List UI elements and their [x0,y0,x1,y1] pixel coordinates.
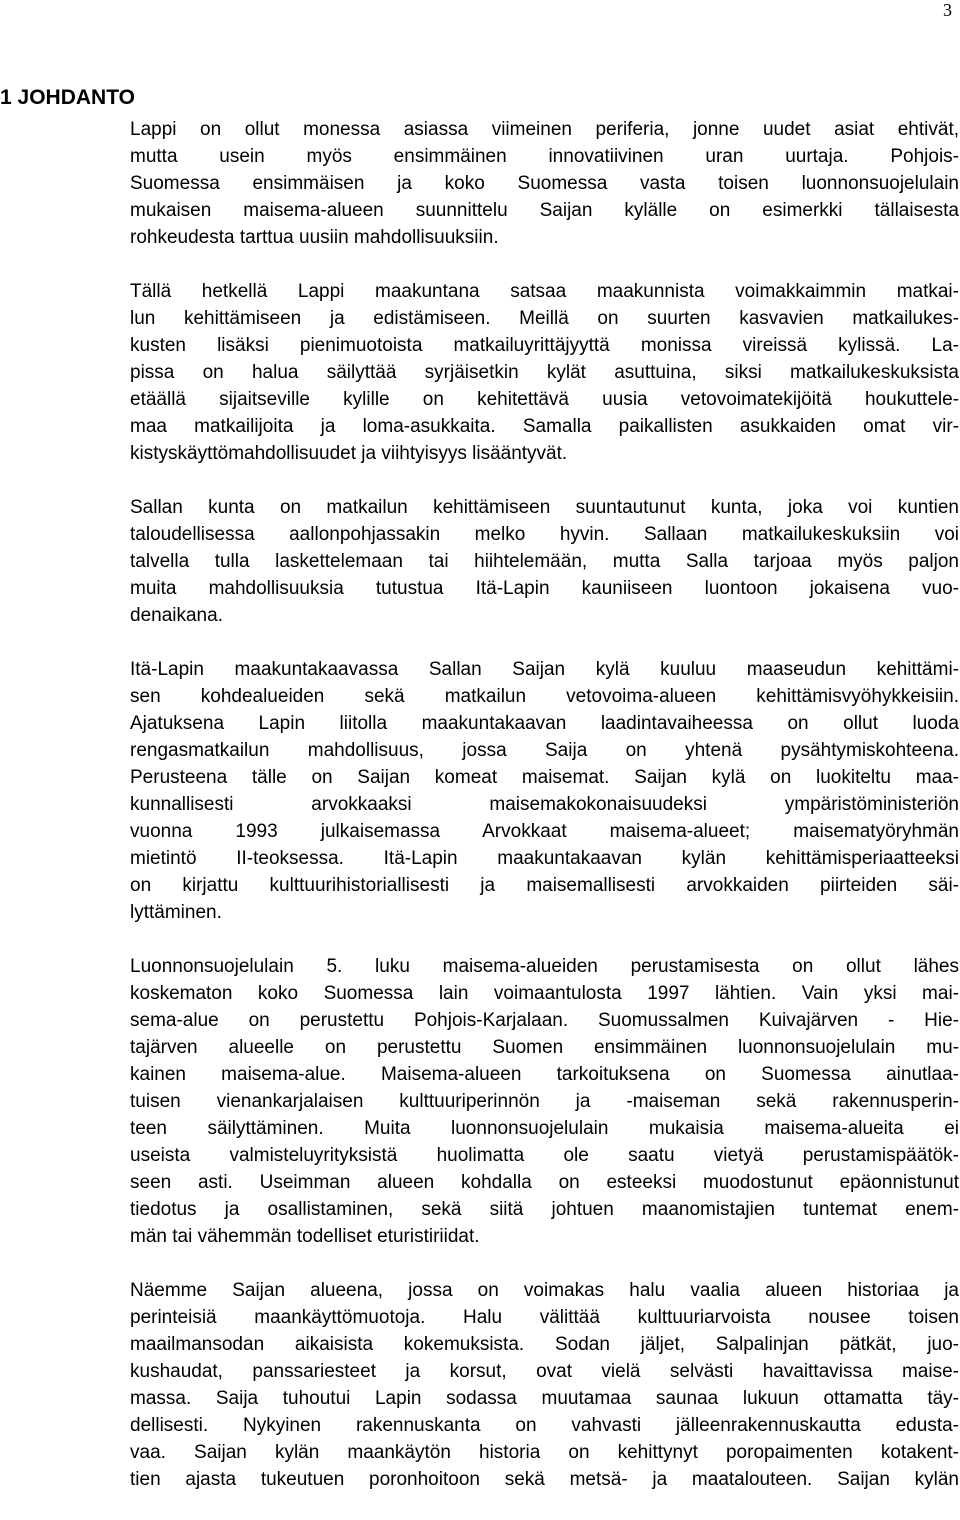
text-line: lyttäminen. [130,902,222,923]
text-line: kusten lisäksi pienimuotoista matkailuyrittäjyyttä monissa vireissä kylissä. La- [130,335,959,356]
text-line: Tällä hetkellä Lappi maakuntana satsaa maakunnista voimakkaimmin matkai- [130,281,959,302]
text-line: Suomessa ensimmäisen ja koko Suomessa vasta toisen luonnonsuojelulain [130,173,959,194]
text-line: vuonna 1993 julkaisemassa Arvokkaat maisema-alueet; maisematyöryhmän [130,821,959,842]
text-line: kushaudat, panssariesteet ja korsut, ovat vielä selvästi havaittavissa maise- [130,1361,959,1382]
text-line: mietintö II-teoksessa. Itä-Lapin maakuntakaavan kylän kehittämisperiaatteeksi [130,848,959,869]
text-line: kainen maisema-alue. Maisema-alueen tarkoituksena on Suomessa ainutlaa- [130,1064,959,1085]
paragraph [130,656,959,926]
paragraph [130,278,959,467]
text-line: maailmansodan aikaisista kokemuksista. Sodan jäljet, Salpalinjan pätkät, juo- [130,1334,959,1355]
text-line: sen kohdealueiden sekä matkailun vetovoima-alueen kehittämisvyöhykkeisiin. [130,686,959,707]
text-line: talvella tulla laskettelemaan tai hiihtelemään, mutta Salla tarjoaa myös paljon [130,551,959,572]
text-line: denaikana. [130,605,223,626]
text-line: taloudellisessa aallonpohjassakin melko hyvin. Sallaan matkailukeskuksiin voi [130,524,959,545]
text-line: mukaisen maisema-alueen suunnittelu Saijan kylälle on esimerkki tällaisesta [130,200,959,221]
text-line: muita mahdollisuuksia tutustua Itä-Lapin kauniiseen luontoon jokaisena vuo- [130,578,959,599]
text-line: seen asti. Useimman alueen kohdalla on esteeksi muodostunut epäonnistunut [130,1172,959,1193]
text-line: vaa. Saijan kylän maankäytön historia on kehittynyt poropaimenten kotakent- [130,1442,959,1463]
text-line: Lappi on ollut monessa asiassa viimeinen periferia, jonne uudet asiat ehtivät, [130,119,959,140]
text-line: tuisen vienankarjalaisen kulttuuriperinnön ja -maiseman sekä rakennusperin- [130,1091,959,1112]
text-line: mutta usein myös ensimmäinen innovatiivinen uran uurtaja. Pohjois- [130,146,959,167]
page-number: 3 [943,0,952,20]
text-line: rengasmatkailun mahdollisuus, jossa Saija on yhtenä pysähtymiskohteena. [130,740,959,761]
text-line: Ajatuksena Lapin liitolla maakuntakaavan laadintavaiheessa on ollut luoda [130,713,959,734]
text-line: koskematon koko Suomessa lain voimaantulosta 1997 lähtien. Vain yksi mai- [130,983,959,1004]
section-heading: 1 JOHDANTO [0,86,135,109]
text-line: Luonnonsuojelulain 5. luku maisema-alueiden perustamisesta on ollut lähes [130,956,959,977]
text-line: rohkeudesta tarttua uusiin mahdollisuuksiin. [130,227,499,248]
text-line: etäällä sijaitseville kylille on kehitettävä uusia vetovoimatekijöitä houkuttele- [130,389,959,410]
text-line: dellisesti. Nykyinen rakennuskanta on vahvasti jälleenrakennuskautta edusta- [130,1415,959,1436]
text-line: Itä-Lapin maakuntakaavassa Sallan Saijan kylä kuuluu maaseudun kehittämi- [130,659,959,680]
text-line: massa. Saija tuhoutui Lapin sodassa muutamaa saunaa lukuun ottamatta täy- [130,1388,959,1409]
paragraph [130,494,959,629]
text-line: Perusteena tälle on Saijan komeat maisemat. Saijan kylä on luokiteltu maa- [130,767,959,788]
text-line: teen säilyttäminen. Muita luonnonsuojelulain mukaisia maisema-alueita ei [130,1118,959,1139]
text-line: perinteisiä maankäyttömuotoja. Halu välittää kulttuuriarvoista nousee toisen [130,1307,959,1328]
paragraph [130,1277,959,1493]
text-line: pissa on halua säilyttää syrjäisetkin kylät asuttuina, siksi matkailukeskuksista [130,362,959,383]
paragraph [130,116,959,251]
text-line: lun kehittämiseen ja edistämiseen. Meillä on suurten kasvavien matkailukes- [130,308,959,329]
text-line: Sallan kunta on matkailun kehittämiseen suuntautunut kunta, joka voi kuntien [130,497,959,518]
text-line: tiedotus ja osallistaminen, sekä siitä johtuen maanomistajien tuntemat enem- [130,1199,959,1220]
text-line: tajärven alueelle on perustettu Suomen ensimmäinen luonnonsuojelulain mu- [130,1037,959,1058]
text-line: kistyskäyttömahdollisuudet ja viihtyisyys lisääntyvät. [130,443,568,464]
text-line: män tai vähemmän todelliset eturistiriidat. [130,1226,480,1247]
text-line: Näemme Saijan alueena, jossa on voimakas halu vaalia alueen historiaa ja [130,1280,959,1301]
body-text [130,116,959,1520]
text-line: kunnallisesti arvokkaaksi maisemakokonaisuudeksi ympäristöministeriön [130,794,959,815]
paragraph [130,953,959,1250]
text-line: tien ajasta tukeutuen poronhoitoon sekä metsä- ja maatalouteen. Saijan kylän [130,1469,959,1490]
text-line: useista valmisteluyrityksistä huolimatta ole saatu vietyä perustamispäätök- [130,1145,959,1166]
text-line: sema-alue on perustettu Pohjois-Karjalaan. Suomussalmen Kuivajärven - Hie- [130,1010,959,1031]
text-line: maa matkailijoita ja loma-asukkaita. Samalla paikallisten asukkaiden omat vir- [130,416,959,437]
text-line: on kirjattu kulttuurihistoriallisesti ja maisemallisesti arvokkaiden piirteiden säi- [130,875,959,896]
